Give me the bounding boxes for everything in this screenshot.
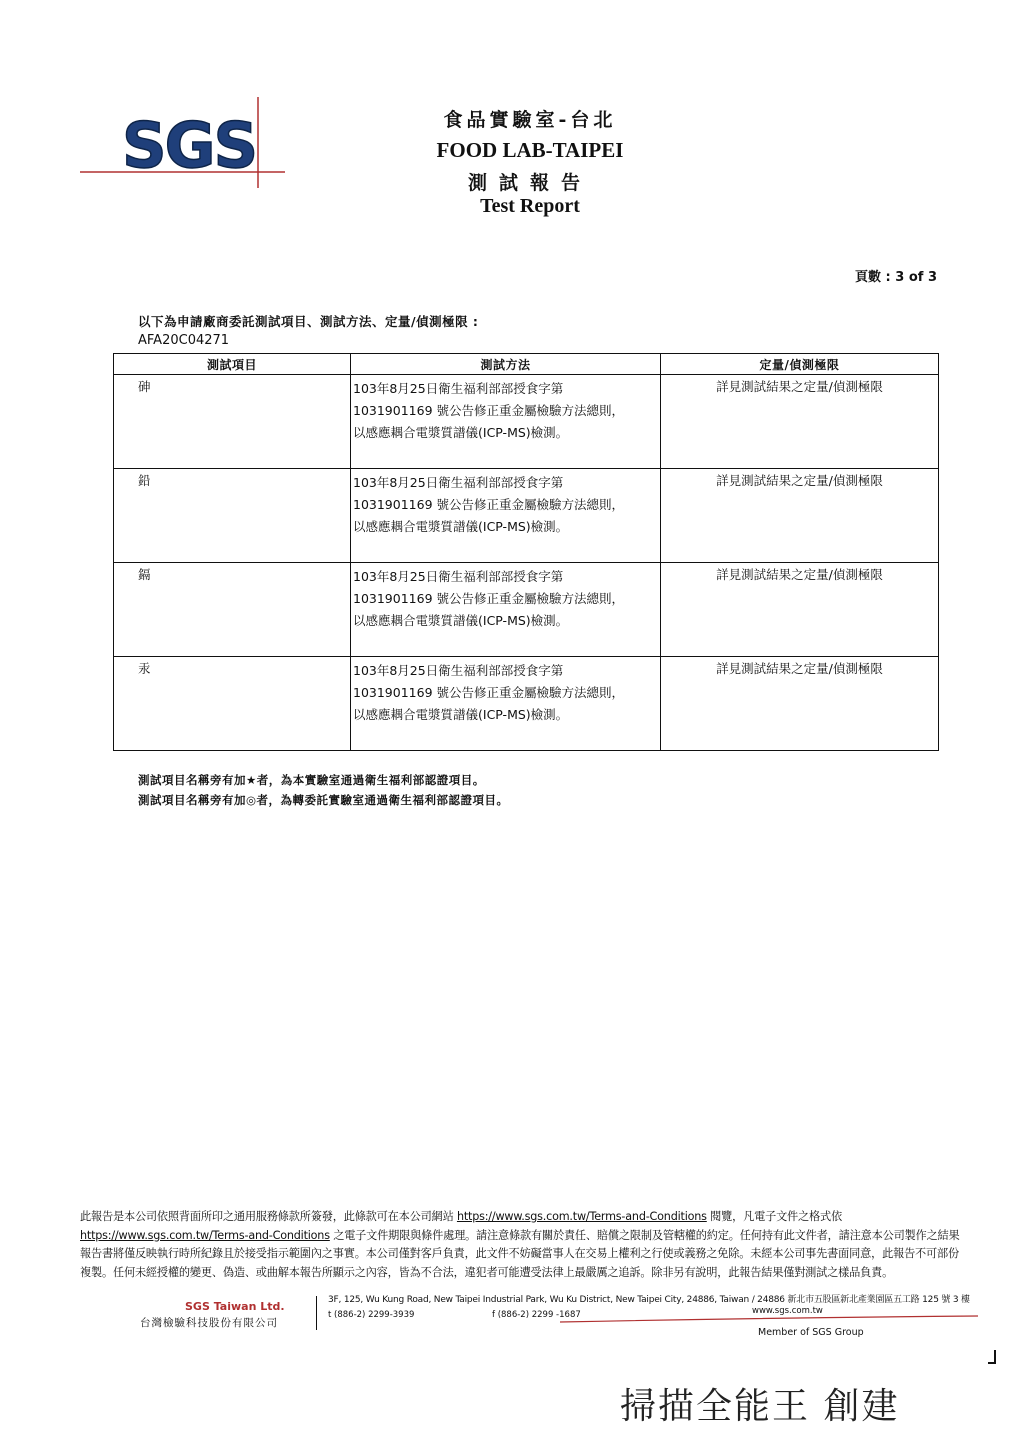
table-row [114,563,939,657]
disclaimer-text: 閱覽，凡電子文件之格式依 [706,1210,842,1223]
company-address: 3F, 125, Wu Kung Road, New Taipei Industrial Park, Wu Ku District, New Taipei City, 24886, Taiwan / 24886 新北市五股區新北產業園區五工路 125 號 3 樓 [328,1295,970,1305]
table-header-row [114,354,939,375]
method-line: 103年8月25日衛生福利部部授食字第 [353,663,564,678]
test-methods-table [113,353,939,751]
intro-text: 以下為申請廠商委託測試項目、測試方法、定量/偵測極限 : [138,314,479,329]
test-item: 鉛 [114,469,351,563]
terms-link-2[interactable]: https://www.sgs.com.tw/Terms-and-Conditions [80,1228,330,1242]
company-name-zh: 台灣檢驗科技股份有限公司 [140,1317,278,1329]
method-line: 以感應耦合電漿質譜儀(ICP-MS)檢測。 [353,425,569,440]
corner-mark [988,1350,996,1364]
detection-limit: 詳見測試結果之定量/偵測極限 [661,657,939,751]
terms-link[interactable]: https://www.sgs.com.tw/Terms-and-Conditions [456,1210,707,1223]
disclaimer [80,1208,968,1282]
method-line: 以感應耦合電漿質譜儀(ICP-MS)檢測。 [353,613,569,628]
company-fax: f (886-2) 2299 -1687 [492,1310,581,1320]
header-test-item: 測試項目 [114,354,351,375]
company-name-en: SGS Taiwan Ltd. [185,1300,285,1313]
disclaimer-text: 之電子文件期限與條件處理。請注意條款有關於責任、賠償之限制及管轄權的約定。任何持有此文件者，請注意本公司製作之結果報告書將僅反映執行時所紀錄且於接受指示範圍內之事實。本公司僅對客戶負責，此文件不妨礙當事人在交易上權利之行使或義務之免除。未經本公司事先書面同意，此報告不可部份複製。任何未經授權的變更、偽造、或曲解本報告所顯示之內容，皆為不合法，違犯者可能遭受法律上最嚴厲之追訴。除非另有說明，此報告結果僅對測試之樣品負責。 [80,1228,960,1279]
test-item: 砷 [114,375,351,469]
company-phone: t (886-2) 2299-3939 [328,1310,415,1320]
table-row [114,469,939,563]
note-subcontracted: 測試項目名稱旁有加◎者，為轉委託實驗室通過衛生福利部認證項目。 [138,793,509,807]
page-number: 頁數 : 3 of 3 [855,270,937,285]
report-title-en: Test Report [480,195,580,217]
test-item: 汞 [114,657,351,751]
footer-divider [316,1296,317,1330]
method-line: 103年8月25日衛生福利部部授食字第 [353,475,564,490]
header-detection-limit: 定量/偵測極限 [661,354,939,375]
detection-limit: 詳見測試結果之定量/偵測極限 [661,469,939,563]
test-method [351,657,661,751]
header-test-method: 測試方法 [351,354,661,375]
table-row [114,375,939,469]
report-title-zh: 測試報告 [467,172,592,194]
method-line: 1031901169 號公告修正重金屬檢驗方法總則， [353,591,625,606]
report-number: AFA20C04271 [138,333,230,348]
member-of-sgs-group: Member of SGS Group [758,1327,864,1338]
method-line: 1031901169 號公告修正重金屬檢驗方法總則， [353,497,625,512]
test-method [351,469,661,563]
detection-limit: 詳見測試結果之定量/偵測極限 [661,563,939,657]
detection-limit: 詳見測試結果之定量/偵測極限 [661,375,939,469]
method-line: 103年8月25日衛生福利部部授食字第 [353,381,564,396]
method-line: 以感應耦合電漿質譜儀(ICP-MS)檢測。 [353,707,569,722]
sgs-logo [80,95,290,190]
lab-name-zh: 食品實驗室-台北 [443,109,617,131]
method-line: 103年8月25日衛生福利部部授食字第 [353,569,564,584]
svg-text:SGS: SGS [122,109,257,182]
method-line: 1031901169 號公告修正重金屬檢驗方法總則， [353,403,625,418]
table-row [114,657,939,751]
lab-name-en: FOOD LAB-TAIPEI [436,138,624,162]
method-line: 以感應耦合電漿質譜儀(ICP-MS)檢測。 [353,519,569,534]
note-accredited: 測試項目名稱旁有加★者，為本實驗室通過衛生福利部認證項目。 [138,773,485,787]
test-method [351,563,661,657]
test-item: 鎘 [114,563,351,657]
disclaimer-text: 此報告是本公司依照背面所印之通用服務條款所簽發，此條款可在本公司網站 [80,1210,457,1223]
method-line: 1031901169 號公告修正重金屬檢驗方法總則， [353,685,625,700]
test-method [351,375,661,469]
company-website: www.sgs.com.tw [752,1306,823,1316]
scanner-watermark: 掃描全能王 創建 [620,1386,900,1427]
